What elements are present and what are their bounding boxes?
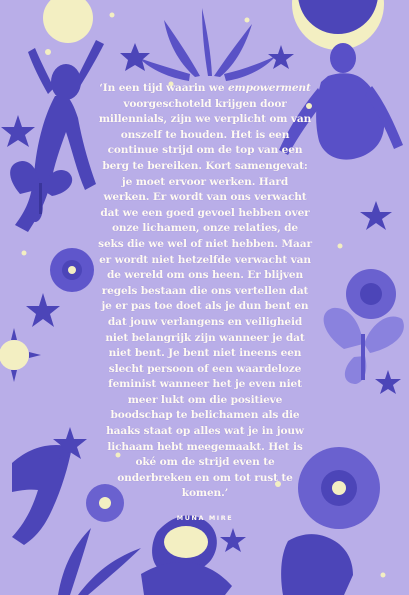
quote-body: voorgeschoteld krijgen door millennials, zijn we verplicht om van onszelf te houden. Het is een continue strijd om de top van een berg te bereiken. Kort samengevat: je moet ervoor werken. Hard werken. Er wordt van ons verwacht dat we een goed gevoel hebben over onze lichamen, onze relaties, de seks die we wel of niet hebben. Maar er wordt niet hetzelfde verwacht van de wereld om ons heen. Er blijven regels bestaan die ons vertellen dat je er pas toe doet als je dun bent en dat jouw verlangens en veiligheid niet belangrijk zijn wanneer je dat niet bent. Je bent niet ineens een slecht persoon of een waardeloze feminist wanneer het je even niet meer lukt om die positieve boodschap te belichamen als die haaks staat op alles wat je in jouw lichaam hebt meegemaakt. Het is oké om de strijd even te onderbreken en om tot rust te komen.’ [98,97,312,500]
flower-icon [346,269,396,319]
quote-emphasis: empowerment [227,82,311,94]
quote-author: MUNA MIRE [176,514,234,523]
quote-block [98,81,312,522]
flower-icon [50,248,94,292]
quote-intro: ‘In een tijd waarin we [99,82,228,94]
quote-text [98,81,312,502]
